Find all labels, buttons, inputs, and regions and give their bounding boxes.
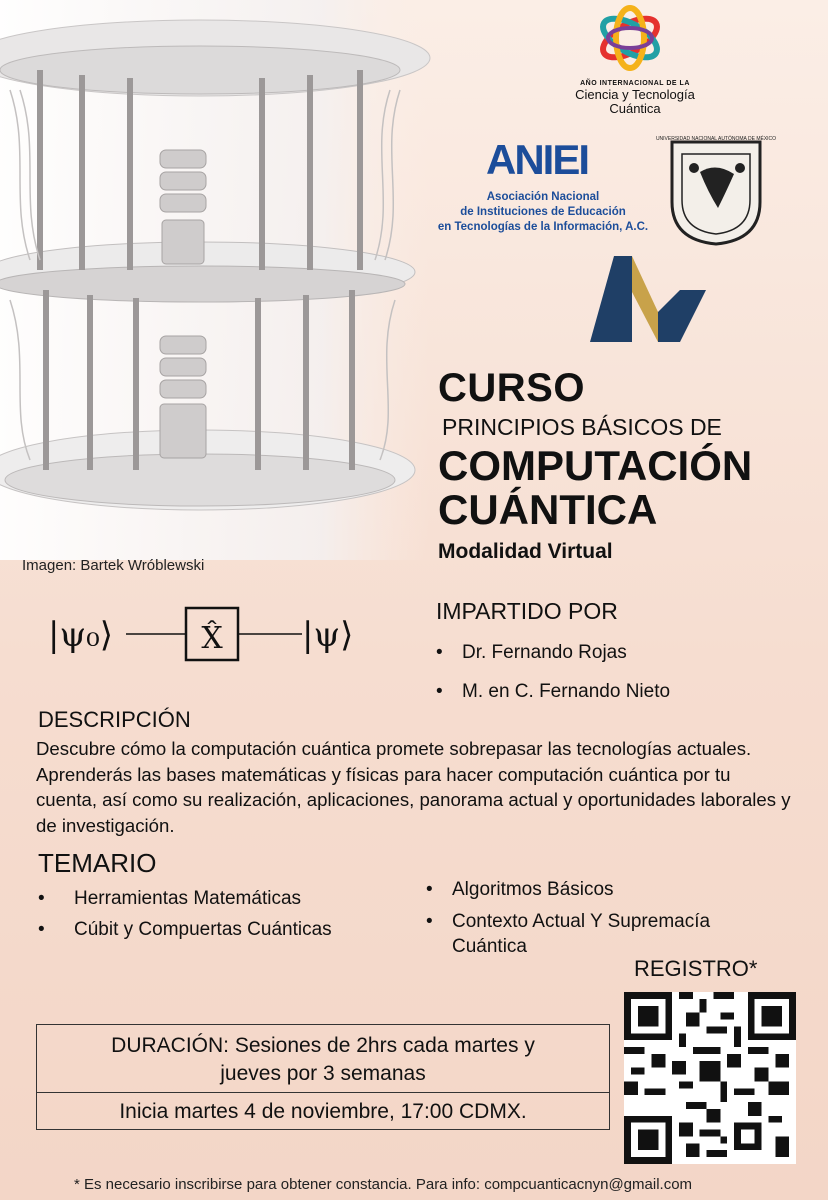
quantum-computer-illustration xyxy=(0,0,430,560)
course-subtitle: PRINCIPIOS BÁSICOS DE xyxy=(442,414,722,440)
duration-line-2: jueves por 3 semanas xyxy=(220,1062,426,1085)
registration-qr-code-icon[interactable] xyxy=(624,992,796,1164)
syllabus-item: • Algoritmos Básicos xyxy=(426,877,756,902)
image-credit: Imagen: Bartek Wróblewski xyxy=(22,557,205,574)
duration-box xyxy=(36,1024,610,1130)
circuit-input-ket: |ψ₀⟩ xyxy=(48,615,114,655)
registration-heading: REGISTRO* xyxy=(634,956,758,981)
unam-seal-icon xyxy=(655,132,777,248)
institution-m-logo-icon xyxy=(588,252,708,344)
aniei-name xyxy=(432,190,654,235)
instructors-list xyxy=(436,642,670,720)
aniei-line-1: Asociación Nacional xyxy=(486,191,600,203)
aniei-line-3: en Tecnologías de la Información, A.C. xyxy=(437,220,649,233)
aniei-logo-lettering: ANIEI xyxy=(486,136,589,183)
circuit-gate-label: X̂ xyxy=(201,621,223,656)
footer-note: * Es necesario inscribirse para obtener constancia. Para info: compcuanticacnyn@gmail.com xyxy=(74,1176,693,1193)
duration-line-1: DURACIÓN: Sesiones de 2hrs cada martes y xyxy=(111,1034,535,1057)
iyq-logo-text xyxy=(560,80,710,116)
circuit-output-ket: |ψ⟩ xyxy=(302,615,354,655)
aniei-line-2: de Instituciones de Educación xyxy=(460,205,626,218)
quantum-circuit-diagram xyxy=(46,596,366,672)
instructor-item: • M. en C. Fernando Nieto xyxy=(436,681,670,720)
iyq-line-2: Ciencia y Tecnología xyxy=(575,86,695,102)
start-date: Inicia martes 4 de noviembre, 17:00 CDMX. xyxy=(119,1100,527,1123)
syllabus-item: • Herramientas Matemáticas xyxy=(38,888,332,919)
instructors-heading: IMPARTIDO POR xyxy=(436,598,618,624)
syllabus-list-left xyxy=(38,888,332,950)
course-title xyxy=(438,444,818,532)
iyq-line-1: AÑO INTERNACIONAL DE LA xyxy=(580,80,690,87)
unam-seal-lettering: UNIVERSIDAD NACIONAL AUTÓNOMA DE MÉXICO xyxy=(655,136,777,142)
course-title-line-1: COMPUTACIÓN xyxy=(438,442,753,489)
instructor-item: • Dr. Fernando Rojas xyxy=(436,642,670,681)
syllabus-item: • Cúbit y Compuertas Cuánticas xyxy=(38,919,332,950)
aniei-logo-icon xyxy=(486,136,600,183)
course-modality: Modalidad Virtual xyxy=(438,540,613,563)
course-title-line-2: CUÁNTICA xyxy=(438,486,658,533)
syllabus-heading: TEMARIO xyxy=(38,848,157,878)
description-text: Descubre cómo la computación cuántica promete sobrepasar las tecnologías actuales. Aprenderás las bases matemáticas y físicas para hacer computación cuántica por tu cuenta, así como su realización, aplicaciones, panorama actual y oportunidades laborales y de investigación. xyxy=(36,738,791,836)
duration-details xyxy=(37,1025,609,1093)
syllabus-list-right xyxy=(426,877,756,966)
description-heading: DESCRIPCIÓN xyxy=(38,707,191,732)
syllabus-item: • Contexto Actual Y Supremacía Cuántica xyxy=(426,909,756,959)
course-label: CURSO xyxy=(438,366,585,410)
iyq-logo-icon xyxy=(590,0,670,78)
iyq-line-3: Cuántica xyxy=(609,100,661,116)
